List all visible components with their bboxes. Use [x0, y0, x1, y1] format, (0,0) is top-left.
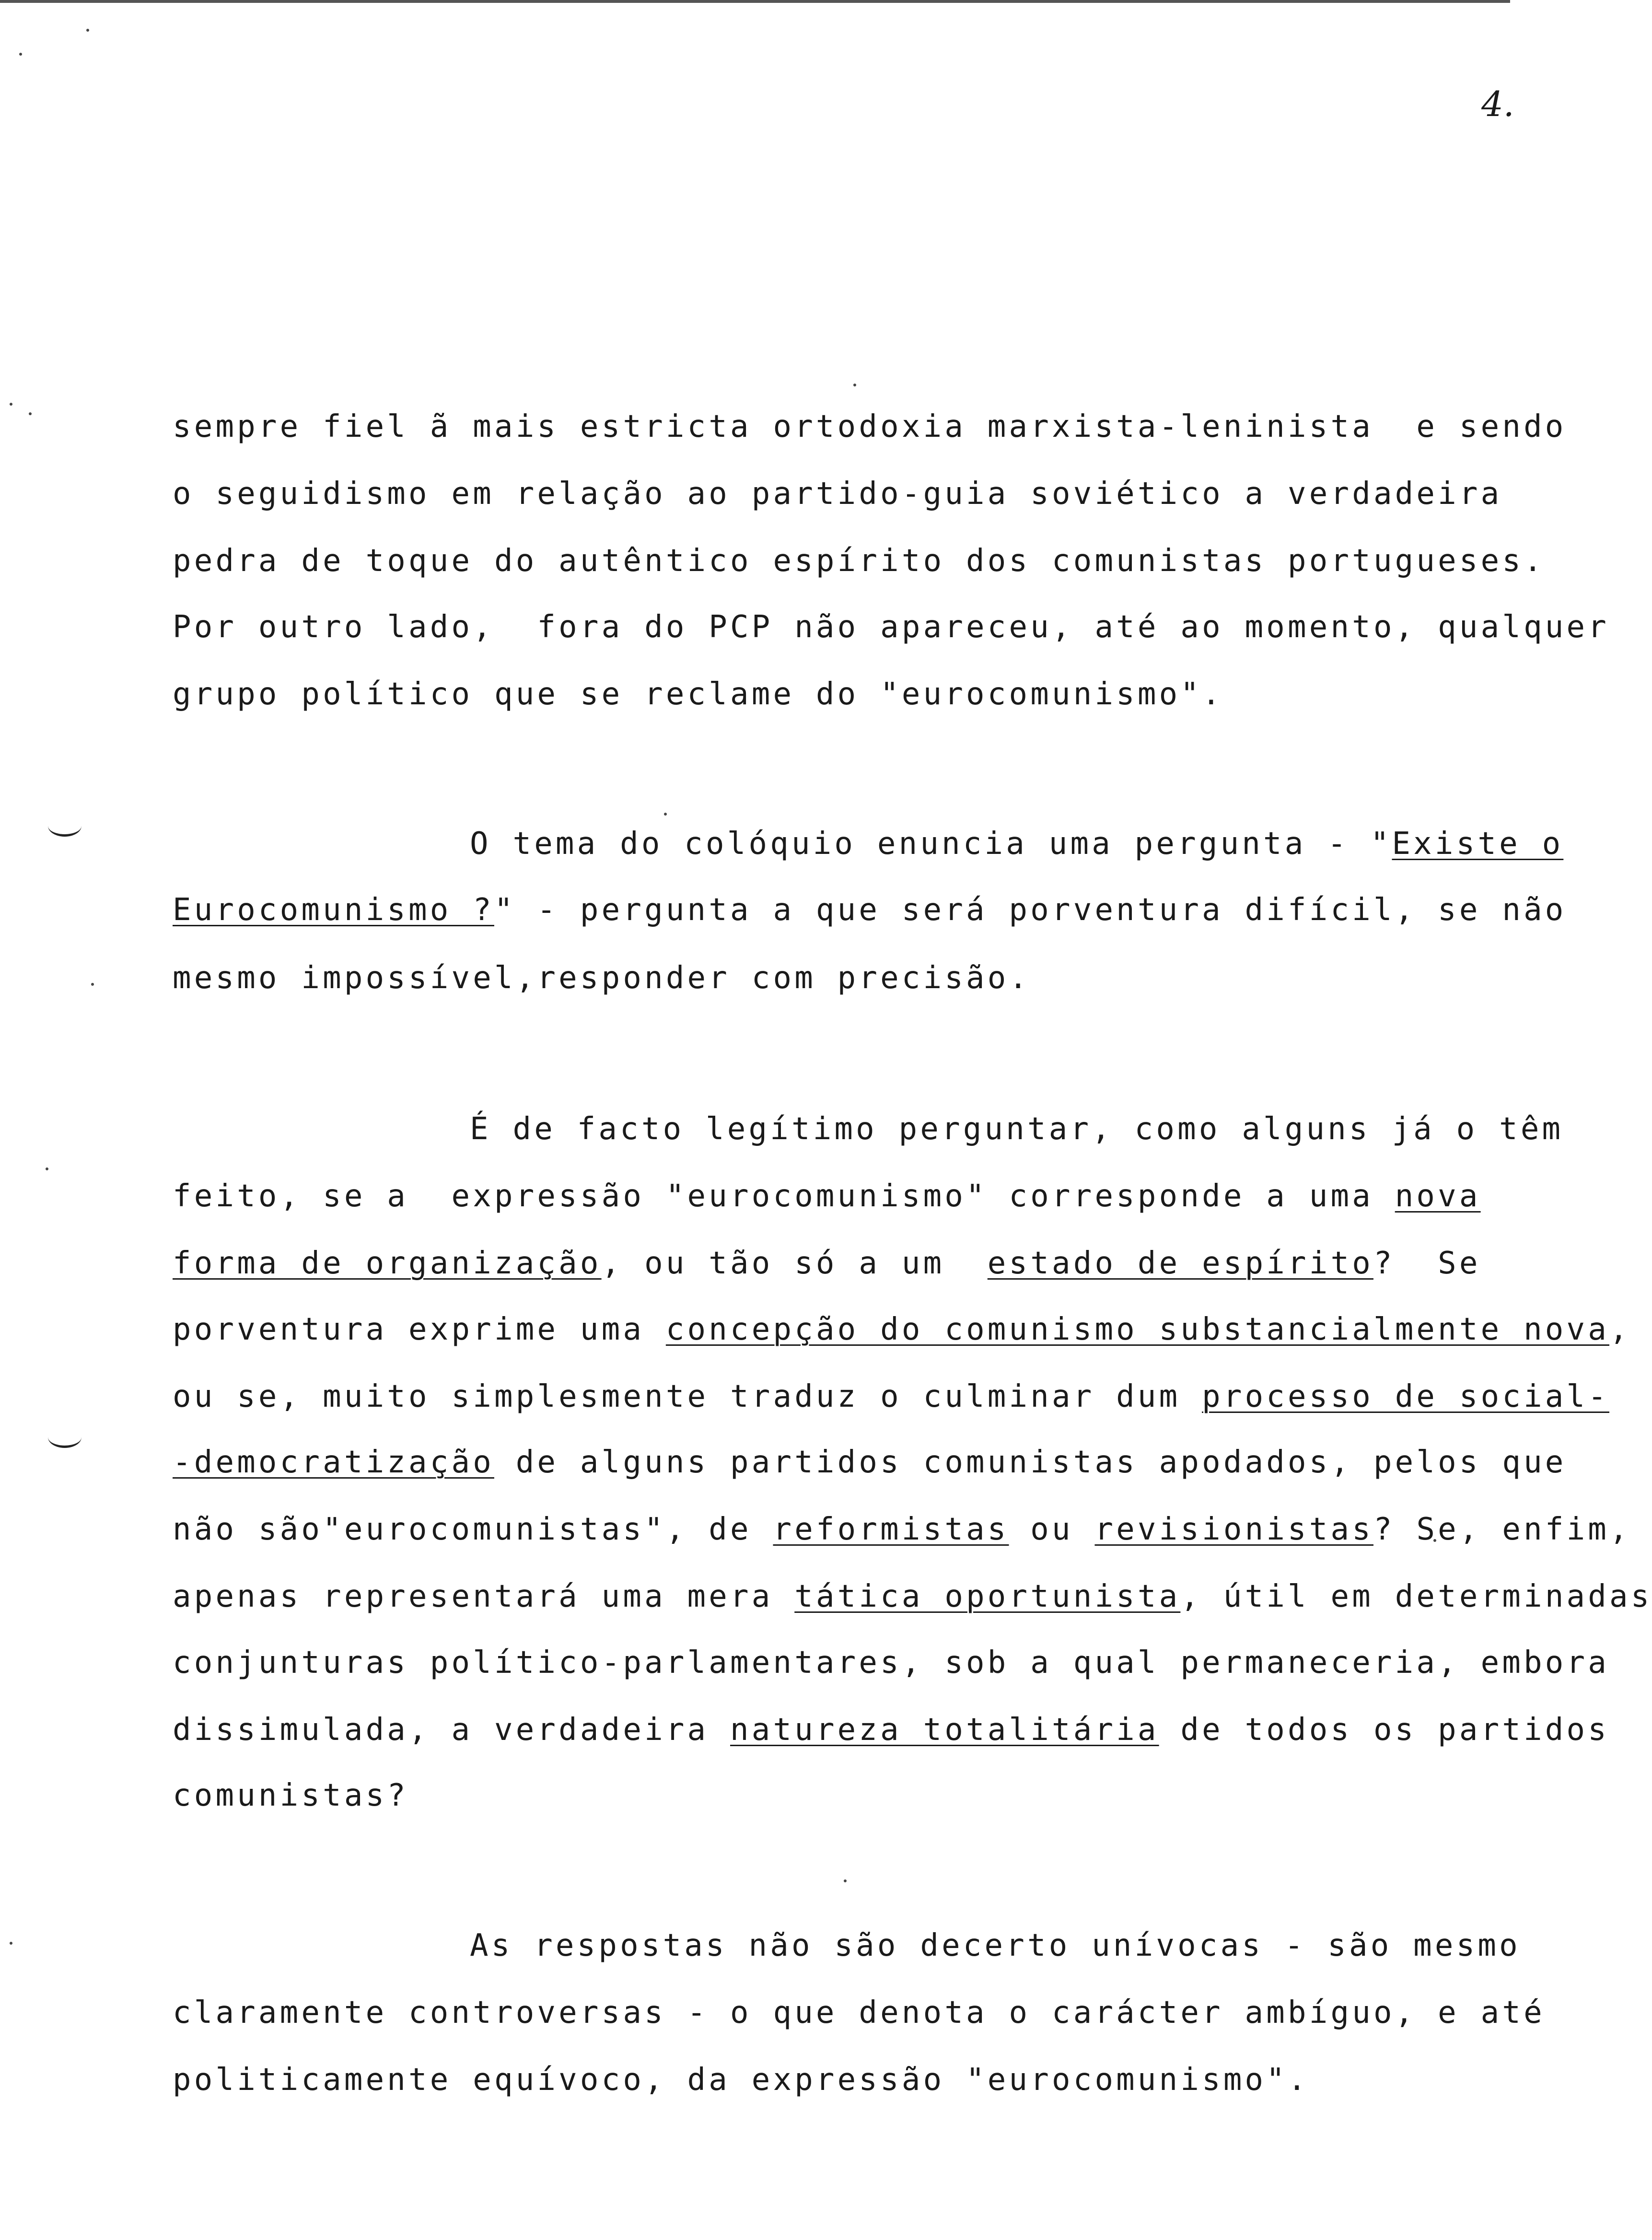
margin-mark-top — [48, 815, 81, 837]
text-line — [173, 675, 1223, 713]
page-number: 4. — [1481, 84, 1514, 124]
text-run: " - pergunta a que será porventura difícil, se não — [494, 892, 1567, 928]
scan-speck — [46, 1167, 48, 1170]
text-line — [470, 825, 1563, 863]
text-line — [470, 1110, 1563, 1148]
text-line — [173, 1711, 1609, 1749]
text-run: dissimulada, a verdadeira — [173, 1712, 731, 1748]
text-line — [173, 959, 1030, 997]
text-run: ? Se, enfim, — [1373, 1512, 1631, 1547]
text-run: pedra de toque do autêntico espírito dos comunistas portugueses. — [173, 543, 1545, 579]
text-line — [173, 408, 1567, 446]
text-run: claramente controversas - o que denota o carácter ambíguo, e até — [173, 1995, 1545, 2030]
underlined-run: revisionistas — [1094, 1512, 1373, 1547]
text-run: As respostas não são decerto unívocas - são mesmo — [470, 1928, 1521, 1963]
scan-speck — [10, 1942, 12, 1945]
scan-speck — [853, 384, 856, 386]
text-run: mesmo impossível,responder com precisão. — [173, 960, 1031, 996]
underlined-run: tática oportunista — [794, 1579, 1181, 1614]
text-run: de alguns partidos comunistas apodados, pelos que — [494, 1445, 1567, 1480]
scan-speck — [91, 983, 94, 986]
text-run: ? Se — [1373, 1246, 1481, 1281]
scan-speck — [844, 1879, 847, 1882]
text-line — [173, 1776, 408, 1815]
text-run: não são"eurocomunistas", de — [173, 1512, 773, 1547]
text-run: É de facto legítimo perguntar, como alguns já o têm — [470, 1111, 1564, 1147]
underlined-run: reformistas — [773, 1512, 1009, 1547]
text-run: apenas representará uma mera — [173, 1579, 795, 1614]
underlined-run: processo de social- — [1202, 1379, 1610, 1414]
text-run: sempre fiel ã mais estricta ortodoxia marxista-leninista e sendo — [173, 409, 1567, 444]
text-line — [173, 891, 1567, 929]
top-edge-rule — [0, 0, 1510, 3]
underlined-run: natureza totalitária — [730, 1712, 1159, 1748]
text-run: Por outro lado, fora do PCP não apareceu, até ao momento, qualquer — [173, 609, 1609, 645]
text-line — [470, 1926, 1521, 1965]
text-line — [173, 1644, 1609, 1682]
underlined-run: Existe o — [1392, 826, 1564, 862]
text-run: , útil em determinadas — [1180, 1579, 1652, 1614]
scan-speck — [86, 29, 89, 32]
text-line — [173, 1577, 1652, 1616]
text-line — [173, 1177, 1481, 1215]
text-run: politicamente equívoco, da expressão "eurocomunismo". — [173, 2062, 1309, 2098]
text-line — [173, 475, 1502, 513]
scan-speck — [664, 813, 667, 816]
scan-speck — [19, 53, 22, 56]
text-line — [173, 1244, 1481, 1283]
text-line — [173, 1994, 1545, 2032]
underlined-run: forma de organização — [173, 1246, 602, 1281]
text-line — [173, 2061, 1309, 2099]
text-run: , ou tão só a um — [601, 1246, 988, 1281]
text-run: porventura exprime uma — [173, 1312, 666, 1347]
text-run: feito, se a expressão "eurocomunismo" corresponde a uma — [173, 1178, 1395, 1214]
text-line — [173, 608, 1609, 646]
text-run: o seguidismo em relação ao partido-guia soviético a verdadeira — [173, 476, 1502, 512]
text-run: , — [1609, 1312, 1631, 1347]
scan-speck — [29, 412, 32, 415]
underlined-run: nova — [1395, 1178, 1481, 1214]
text-line — [173, 1377, 1609, 1416]
text-run: grupo político que se reclame do "eurocomunismo". — [173, 677, 1223, 712]
underlined-run: Eurocomunismo ? — [173, 892, 494, 928]
underlined-run: -democratização — [173, 1445, 494, 1480]
text-line — [173, 1443, 1567, 1482]
margin-mark-bottom — [48, 1426, 81, 1448]
scan-speck — [10, 403, 12, 406]
underlined-run: concepção do comunismo substancialmente nova — [665, 1312, 1610, 1347]
text-run: O tema do colóquio enuncia uma pergunta - " — [470, 826, 1392, 862]
text-run: ou — [1009, 1512, 1095, 1547]
text-line — [173, 1510, 1631, 1549]
text-run: conjunturas político-parlamentares, sob a qual permaneceria, embora — [173, 1645, 1609, 1680]
text-line — [173, 1310, 1631, 1349]
text-run: ou se, muito simplesmente traduz o culminar dum — [173, 1379, 1202, 1414]
underlined-run: estado de espírito — [987, 1246, 1373, 1281]
text-run: comunistas? — [173, 1778, 409, 1813]
text-line — [173, 542, 1545, 580]
text-run: de todos os partidos — [1159, 1712, 1609, 1748]
